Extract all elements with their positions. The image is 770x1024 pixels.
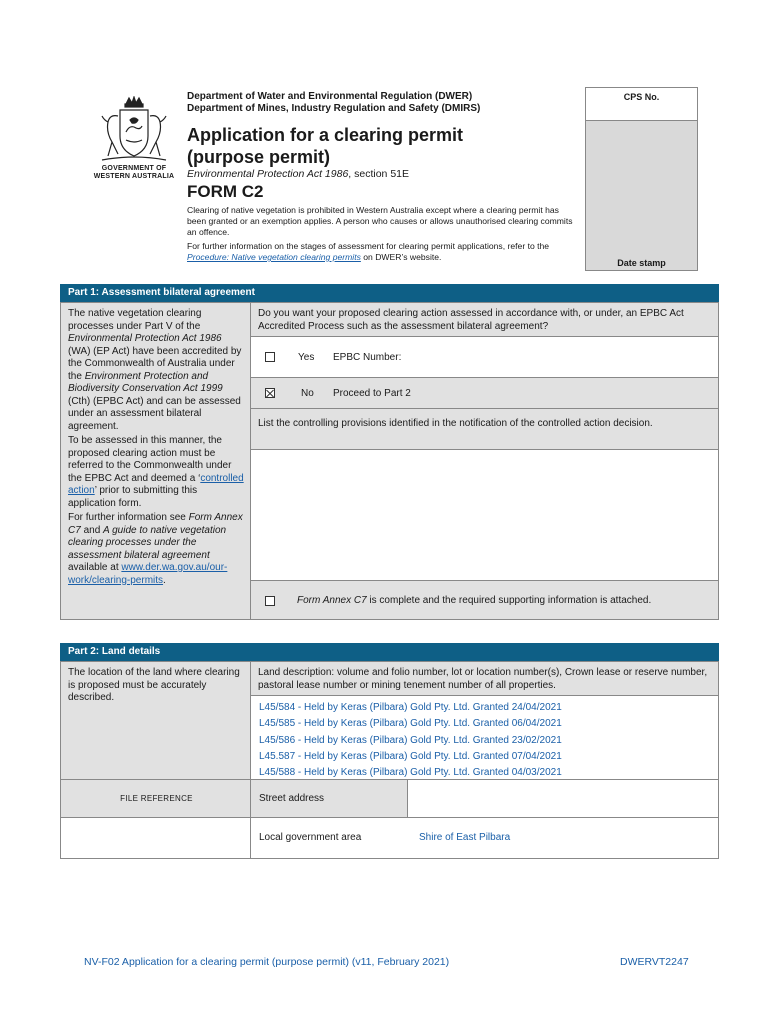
file-reference-label: FILE REFERENCE (120, 794, 193, 803)
info-c7: . (163, 574, 166, 586)
lga-row[interactable] (250, 817, 719, 859)
info-a2: Environmental Protection Act 1986 (68, 333, 222, 344)
part1-info-para-b (68, 435, 246, 510)
file-reference-cell (60, 779, 251, 818)
title-line1: Application for a clearing permit (187, 125, 464, 145)
annex-c7-text (297, 595, 651, 608)
cps-number-field[interactable] (586, 88, 697, 121)
date-stamp-label: Date stamp (617, 258, 666, 268)
part1-heading: Part 1: Assessment bilateral agreement (60, 284, 719, 302)
tenement-item: L45/585 - Held by Keras (Pilbara) Gold Pty. Ltd. Granted 06/04/2021 (259, 718, 562, 730)
lga-label: Local government area (259, 832, 362, 843)
intro-text (187, 205, 577, 266)
info-b3: ’ prior to submitting this application form. (68, 485, 198, 509)
tenement-item: L45/588 - Held by Keras (Pilbara) Gold Pty. Ltd. Granted 04/03/2021 (259, 767, 562, 779)
cps-label: CPS No. (623, 92, 660, 102)
info-b1: To be assessed in this manner, the proposed clearing action must be referred to the Commonwealth under the EPBC Act and deemed a ‘ (68, 435, 232, 484)
info-c3: and (80, 524, 104, 536)
act-name: Environmental Protection Act 1986 (187, 168, 349, 180)
department-names (187, 91, 480, 115)
tenement-item: L45/584 - Held by Keras (Pilbara) Gold Pty. Ltd. Granted 24/04/2021 (259, 702, 562, 713)
dept-dwer: Department of Water and Environmental Regulation (DWER) (187, 91, 473, 102)
yes-label: Yes (298, 352, 315, 363)
part1-info-para-c (68, 512, 246, 587)
no-option-row[interactable] (250, 377, 719, 409)
intro2-post: on DWER’s website. (360, 252, 442, 262)
part2-info-cell: The location of the land where clearing is proposed must be accurately described. (60, 661, 251, 780)
annex-c7-checkbox[interactable] (265, 596, 275, 606)
info-c4: A guide to native vegetation clearing processes under the assessment bilateral agreement (68, 524, 227, 561)
street-address-label: Street address (259, 793, 325, 804)
gov-line2: WESTERN AUSTRALIA (93, 173, 175, 180)
land-description-field[interactable] (250, 695, 719, 780)
title-line2: (purpose permit) (187, 147, 331, 167)
info-c2: Form Annex C7 (68, 512, 243, 536)
no-label: No (301, 388, 314, 399)
dept-dmirs: Department of Mines, Industry Regulation and Safety (DMIRS) (187, 103, 481, 114)
footer-form-ref: NV-F02 Application for a clearing permit (purpose permit) (v11, February 2021) (84, 956, 450, 968)
part1-info-para-a (68, 308, 246, 433)
street-address-field[interactable] (407, 779, 719, 818)
file-reference-field[interactable] (60, 817, 251, 859)
lga-value: Shire of East Pilbara (419, 832, 511, 843)
info-a5: (Cth) (EPBC Act) and can be assessed under an assessment bilateral agreement. (68, 395, 241, 432)
act-reference (187, 168, 409, 180)
cps-box (585, 87, 698, 271)
epbc-question: Do you want your proposed clearing action assessed in accordance with, or under, an EPBC Act Accredited Process such as the assessment bilateral agreement? (250, 302, 719, 337)
info-a4: Environment Protection and Biodiversity Conservation Act 1999 (68, 370, 223, 394)
yes-option-row[interactable] (250, 336, 719, 378)
tenement-item: L45.587 - Held by Keras (Pilbara) Gold Pty. Ltd. Granted 07/04/2021 (259, 750, 562, 762)
info-c5: available at (68, 562, 122, 573)
gov-line1: GOVERNMENT OF (101, 165, 167, 172)
tenement-list (259, 700, 562, 781)
land-description-label: Land description: volume and folio number, lot or location number(s), Crown lease or reserve number, pastoral lease number or mining tenement number of all properties. (250, 661, 719, 696)
intro-paragraph-1: Clearing of native vegetation is prohibited in Western Australia except where a clearing permit has been granted or an exemption applies. A person who causes or allows unauthorised clearing commits an offence. (187, 205, 573, 237)
intro2-pre: For further information on the stages of assessment for clearing permit applications, refer to the (187, 241, 550, 251)
act-section: , section 51E (348, 168, 409, 180)
proceed-label: Proceed to Part 2 (333, 388, 411, 399)
annex-c7-italic: Form Annex C7 (297, 595, 367, 606)
part2-heading: Part 2: Land details (60, 643, 719, 661)
tenement-item: L45/586 - Held by Keras (Pilbara) Gold Pty. Ltd. Granted 23/02/2021 (259, 734, 562, 746)
epbc-number-label: EPBC Number: (333, 352, 402, 363)
controlling-provisions-field[interactable] (250, 449, 719, 581)
annex-c7-rest: is complete and the required supporting information is attached. (366, 595, 652, 606)
procedure-link[interactable]: Procedure: Native vegetation clearing permits (187, 252, 361, 262)
street-address-label-cell (250, 779, 408, 818)
intro-paragraph-2 (187, 241, 577, 263)
clearing-permits-link[interactable]: www.der.wa.gov.au/our-work/clearing-permits (68, 562, 228, 586)
controlled-action-link[interactable]: controlled action (68, 472, 244, 496)
form-title (187, 124, 567, 168)
government-name (84, 165, 184, 181)
info-a1: The native vegetation clearing processes under Part V of the (68, 308, 202, 332)
part1-info-cell (60, 302, 251, 620)
yes-checkbox[interactable] (265, 352, 275, 362)
info-a3: (WA) (EP Act) have been accredited by the Commonwealth of Australia under the (68, 345, 242, 382)
no-checkbox[interactable] (265, 388, 275, 398)
info-c1: For further information see (68, 512, 189, 523)
footer-code: DWERVT2247 (620, 956, 689, 968)
annex-c7-row[interactable] (250, 580, 719, 620)
controlling-provisions-label: List the controlling provisions identified in the notification of the controlled action decision. (250, 408, 719, 450)
form-number: FORM C2 (187, 182, 264, 201)
